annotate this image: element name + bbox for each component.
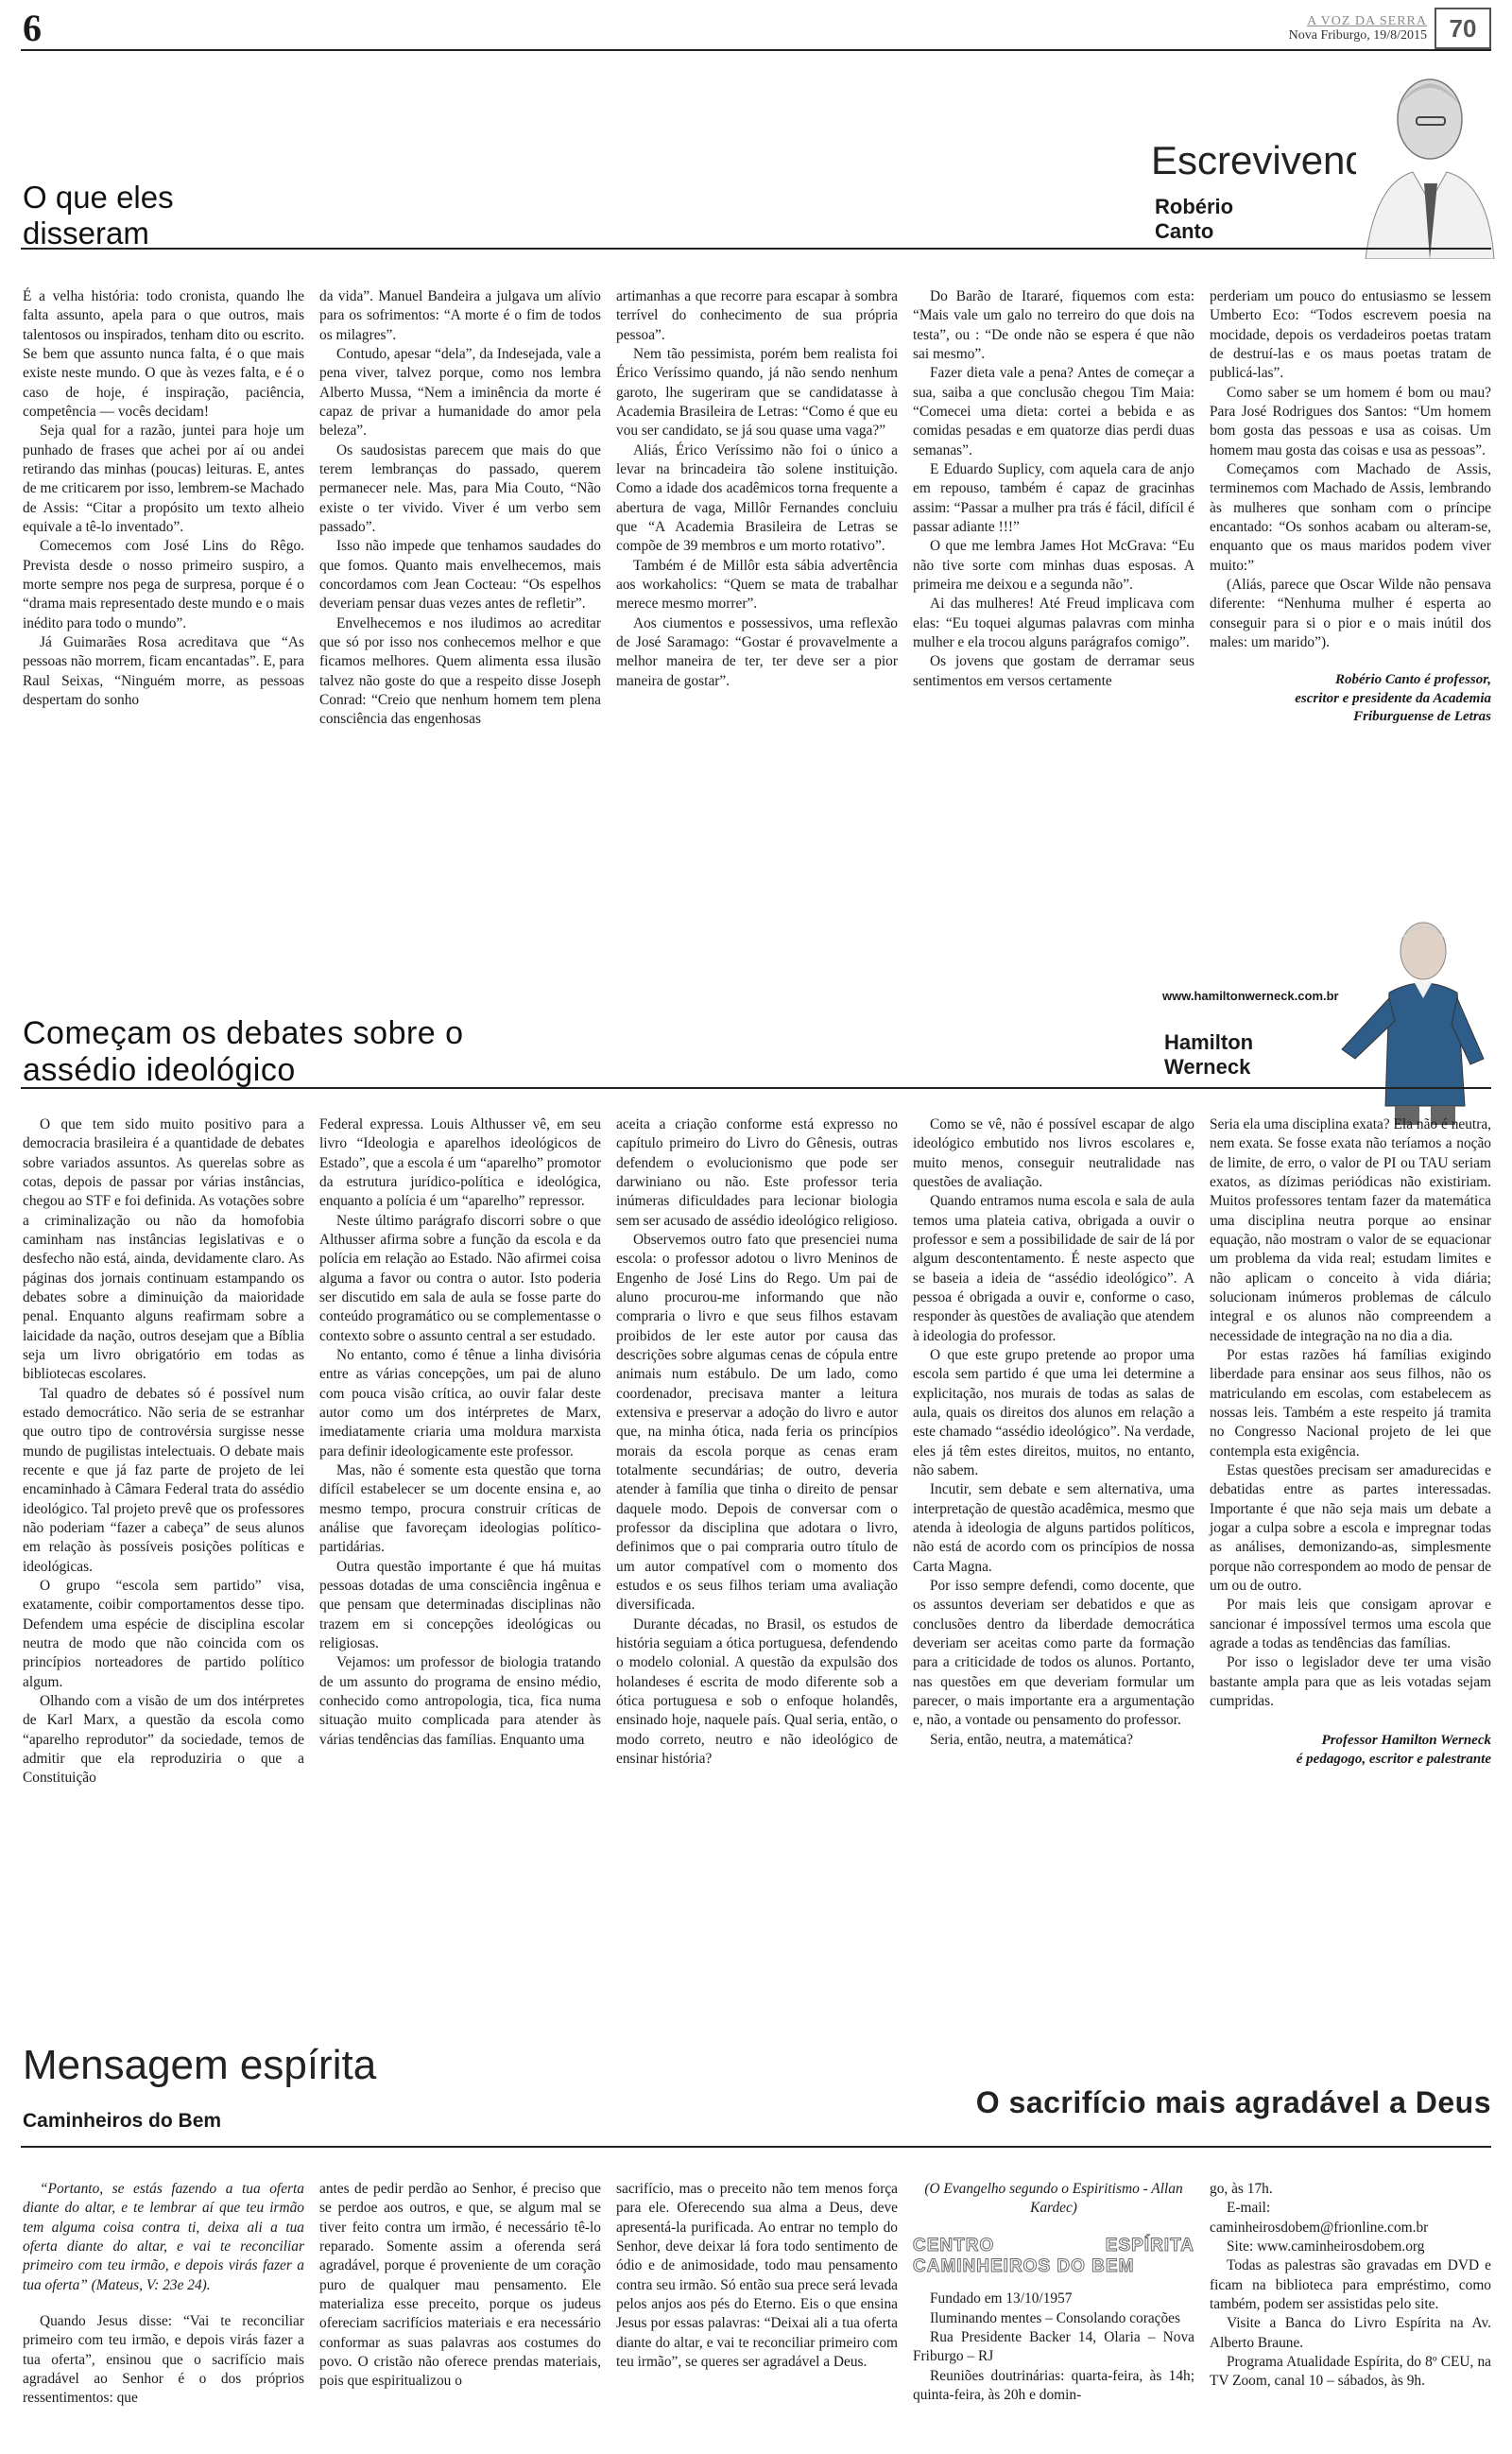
paragraph: Por mais leis que consigam aprovar e sancionar é impossível termos uma escola que agrade a todas as tendências das famílias. [1210,1597,1491,1651]
paragraph: Como se vê, não é possível escapar de algo ideológico embutido nos livros escolares e, muito menos, conseguir neutralidade nas questões de avaliação. [913,1116,1194,1190]
paragraph: O que tem sido muito positivo para a democracia brasileira é a quantidade de debates sobre variados assuntos. As querelas sobre as cotas, depois de passar por várias instâncias, chegou ao STF e foi definida. As votações sobre a criminalização ou não da homofobia caminham nas instâncias legislativas e o desfecho não está, ainda, devidamente claro. As páginas dos jornais continuam estampando os debates sobre a diminuição da maioridade penal. Enquanto alguns reafirmam sobre a laicidade da nação, outros desejam que a Bíblia seja um livro obrigatório em todas as bibliotecas escolares. [23,1116,304,1383]
paragraph: Durante décadas, no Brasil, os estudos de história seguiam a ótica portuguesa, defendendo o modelo colonial. A questão da expulsão dos holandeses é escrita de modo diferente sob a ótica portuguesa e sob o enfoque holandês, ensinado hoje, naquele país. Qual seria, então, o modo correto, neutro e não ideológico de ensinar história? [616,1616,898,1767]
paragraph: No entanto, como é tênue a linha divisória entre as várias concepções, um pai de aluno com pouca visão crítica, ao ouvir falar deste autor como um dos intérpretes de Marx, imediatamente criaria uma moldura marxista para definir ideologicamente este professor. [319,1346,601,1460]
paragraph: Ai das mulheres! Até Freud implicava com elas: “Eu toquei algumas palavras com minha mulher e ela trocou alguns parágrafos comigo”. [913,596,1194,650]
source-citation: (O Evangelho segundo o Espiritismo - Allan Kardec) [924,2181,1183,2217]
section2-column-4 [913,1115,1194,1750]
center-title: CENTRO ESPÍRITA CAMINHEIROS DO BEM [913,2235,1194,2277]
paragraph: Envelhecemos e nos iludimos ao acreditar que só por isso nos conhecemos melhor e que ficamos melhores. Quem alimenta essa ilusão talvez não goste do que a respeito disse Joseph Conrad: “Creio que nenhum homem tem plena consciência das engenhosas [319,614,601,728]
paragraph: Como saber se um homem é bom ou mau? Para José Rodrigues dos Santos: “Um homem bom gosta das pessoas e usa as coisas. Um homem mau gosta das coisas e usa as pessoas”. [1210,384,1491,458]
header-rule [21,49,1491,51]
info-line: Programa Atualidade Espírita, do 8º CEU, na TV Zoom, canal 10 – sábados, às 9h. [1210,2353,1491,2390]
section1-left-title: O que eles disseram [23,180,174,251]
paragraph: Por isso o legislador deve ter uma visão bastante ampla para que as leis votadas sejam cumpridas. [1210,1654,1491,1709]
info-line: Fundado em 13/10/1957 [930,2290,1073,2307]
paragraph: Seja qual for a razão, juntei para hoje um punhado de frases que achei por aí ou andei retirando das minhas (poucas) leituras. E, antes de me criticarem por isso, lembrem-se Machado de Assis: “Citar a propósito um texto alheio equivale a tê-lo inventado”. [23,423,304,535]
section2-column-3 [616,1115,898,1769]
info-line: Todas as palestras são gravadas em DVD e ficam na biblioteca para empréstimo, como também, podem ser assistidas pelo site. [1210,2257,1491,2312]
paragraph: Os jovens que gostam de derramar seus sentimentos em versos certamente [913,653,1194,689]
paragraph: aceita a criação conforme está expresso no capítulo primeiro do Livro do Gênesis, outras defendem o evolucionismo que pode ser darwiniano ou não. Este professor teria inúmeras dificuldades para lecionar biologia sem ser acusado de assédio ideológico religioso. [616,1116,898,1229]
section1-column-2 [319,287,601,730]
section3-subtitle: Caminheiros do Bem [23,2110,222,2132]
section1-column-4 [913,287,1194,691]
section2-column-5 [1210,1115,1491,1769]
anniversary-logo: 70 [1435,8,1491,49]
info-line: Visite a Banca do Livro Espírita na Av. Alberto Braune. [1210,2315,1491,2351]
section3-column-4 [913,2180,1194,2405]
paragraph: Por estas razões há famílias exigindo liberdade para ensinar aos seus filhos, não os matriculando em escolas, com estabelecem as nossas leis. Também a este respeito já tramita no Congresso Nacional projeto de lei que contempla esta exigência. [1210,1346,1491,1460]
paragraph: Quando entramos numa escola e sala de aula temos uma plateia cativa, obrigada a ouvir o professor e sem a possibilidade de sair de lá por algum descontentamento. É neste aspecto que se baseia a ideia de “assédio ideológico”. A pessoa é obrigada a ouvir e, conforme o caso, responder às questões de avaliação que atendem à ideologia do professor. [913,1193,1194,1344]
section1-column-5 [1210,287,1491,727]
paragraph: Tal quadro de debates só é possível num estado democrático. Não seria de se estranhar que outro tipo de controvérsia surgisse nesse mundo de pugilistas intelectuais. O debate mais recente e que já faz parte de projeto de lei encaminhado à Câmara Federal trata do assédio ideológico. Tal projeto prevê que os professores não poderiam “fazer a cabeça” de seus alunos em relação às possíveis posições políticas e ideológicas. [23,1385,304,1575]
date-line: Nova Friburgo, 19/8/2015 [1288,28,1427,43]
section3-column-2 [319,2180,601,2392]
paragraph: Também é de Millôr esta sábia advertência aos workaholics: “Quem se mata de trabalhar merece mesmo morrer”. [616,557,898,613]
paragraph: Federal expressa. Louis Althusser vê, em seu livro “Ideologia e aparelhos ideológicos de Estado”, que a escola é um “aparelho” promotor da estrutura jurídico-política e ideológica, enquanto a polícia é um “aparelho” repressor. [319,1116,601,1210]
paragraph: Quando Jesus disse: “Vai te reconciliar primeiro com teu irmão, e depois virás fazer a tua oferta”, ensinou que o sacrifício mais agradável ao Senhor é o dos próprios ressentimentos: que [23,2312,304,2407]
author-signature: Professor Hamilton Werneck é pedagogo, escritor e palestrante [1296,1733,1491,1767]
author-website[interactable]: www.hamiltonwerneck.com.br [1162,989,1339,1003]
paragraph: Fazer dieta vale a pena? Antes de começar a sua, saiba a que conclusão chegou Tim Maia: “Comecei uma dieta: cortei a bebida e as comidas pesadas e em quatorze dias perdi duas semanas”. [913,365,1194,458]
paragraph: É a velha história: todo cronista, quando lhe falta assunto, apela para o que outros, mais talentosos ou inspirados, tenham dito ou escrito. Se bem que assunto nunca falta, é o que mais existe neste mundo. O que às vezes falta, e é o caso de hoje, é inspiração, paciência, competência — vocês decidam! [23,288,304,420]
paragraph: Aos ciumentos e possessivos, uma reflexão de José Saramago: “Gostar é provavelmente a melhor maneira de ter, ter deve ser a pior maneira de gostar”. [616,614,898,689]
paragraph: da vida”. Manuel Bandeira a julgava um alívio para os sofrimentos: “A morte é o fim de todos os milagres”. [319,288,601,343]
author-photo-roberio [1356,60,1498,259]
paragraph: Por isso sempre defendi, como docente, que os assuntos deveriam ser debatidos e que as conclusões dentro da liberdade democrática deveriam ser aceitas como parte da formação para a criticidade de todos os alunos. Portanto, nas questões em que deveriam formular um parecer, o mais importante era a argumentação e, não, a vontade ou pensamento do professor. [913,1577,1194,1729]
paragraph: Outra questão importante é que há muitas pessoas dotadas de uma consciência ingênua e que pensam que determinadas disciplinas não trazem em si concepções ideológicas ou religiosas. [319,1558,601,1651]
paragraph: Vejamos: um professor de biologia tratando de um assunto do programa de ensino médio, conhecido como antropologia, tica, fica numa situação muito complicada para atender às várias tendências das famílias. Enquanto uma [319,1654,601,1748]
paragraph: (Aliás, parece que Oscar Wilde não pensava diferente: “Nenhuma mulher é esperta ao conseguir para si o pior e o mais inútil dos males: um marido”). [1210,576,1491,650]
paragraph: Isso não impede que tenhamos saudades do que fomos. Quanto mais envelhecemos, mais concordamos com Jean Cocteau: “Os espelhos deveriam pensar duas vezes antes de refletir”. [319,538,601,613]
newspaper-name: A VOZ DA SERRA [1307,13,1427,28]
site-line[interactable]: Site: www.caminheirosdobem.org [1227,2238,1425,2255]
paragraph: perderiam um pouco do entusiasmo se lessem Umberto Eco: “Todos escrevem poesia na mocidade, depois os verdadeiros poetas tratam de destruí-las e os maus poetas tratam de publicá-las”. [1210,288,1491,382]
paragraph: Os saudosistas parecem que mais do que terem lembranças do passado, querem permanecer nele. Mas, para Mia Couto, “Não existe o ter vivido. Viver é um verbo sem passado”. [319,441,601,535]
paragraph: Incutir, sem debate e sem alternativa, uma interpretação de questão acadêmica, mesmo que atenda à ideologia de alguns partidos políticos, não está de acordo com os princípios de nossa Carta Magna. [913,1481,1194,1575]
info-line: Rua Presidente Backer 14, Olaria – Nova Friburgo – RJ [913,2328,1194,2365]
section2-author-name: Hamilton Werneck [1164,1030,1254,1080]
info-line: go, às 17h. [1210,2181,1273,2197]
paragraph: sacrifício, mas o preceito não tem menos força para ele. Oferecendo sua alma a Deus, deve apresentá-la purificada. Ao entrar no templo do Senhor, deve deixar lá fora todo sentimento de ódio e de animosidade, todo mau pensamento contra seu irmão. Só então sua prece será levada pelos anjos aos pés do Eterno. Eis o que ensina Jesus por essas palavras: “Deixai ali a tua oferta diante do altar, e vai te reconciliar primeiro com teu irmão”, se queres ser agradável a Deus. [616,2181,898,2370]
section3-column-3 [616,2180,898,2372]
column-title: Escrevivendo [1151,138,1390,182]
paragraph: Seria ela uma disciplina exata? Ela não é neutra, nem exata. Se fosse exata não teríamos a noção de limite, de erro, o valor de PI ou TAU seriam exatos, as dízimas periódicas não existiriam. Muitos professores tentam fazer da matemática uma disciplina neutra porque ao ensinar equação, não mostram o valor de se equacionar um problema da vida real; estudam limites e não aplicam o conceito à vida diária; solucionam inúmeros problemas de cálculo integral e os alunos não compreendem a necessidade de integração na no dia a dia. [1210,1116,1491,1344]
info-line: Reuniões doutrinárias: quarta-feira, às 14h; quinta-feira, às 20h e domin- [913,2367,1194,2403]
paragraph: Comecemos com José Lins do Rêgo. Prevista desde o nosso primeiro suspiro, a morte sempre nos pega de surpresa, porque é o “drama mais representado deste mundo e o mais inédito para todo o mundo”. [23,538,304,631]
paragraph: O grupo “escola sem partido” visa, exatamente, coibir comportamentos desse tipo. Defendem uma espécie de disciplina escolar neutra de modo que não coincida com os princípios norteadores de partido político algum. [23,1577,304,1690]
info-line: Iluminando mentes – Consolando corações [930,2309,1180,2326]
paragraph: Estas questões precisam ser amadurecidas e debatidas entre as partes interessadas. Importante é que não seja mais um debate a jogar a culpa sobre a escola e impregnar todas as análises, demonizando-as, simplesmente porque não correspondem ao modo de pensar de um ou de outro. [1210,1461,1491,1594]
email-line[interactable]: E-mail: caminheirosdobem@frionline.com.br [1210,2200,1429,2236]
paragraph: Contudo, apesar “dela”, da Indesejada, vale a pena viver, talvez porque, como nos lembra Alberto Mussa, “Nem a iminência da morte é capaz de privar a humanidade do amor pela beleza”. [319,345,601,440]
section3-column-1 [23,2180,304,2409]
masthead [1289,8,1491,49]
paragraph: antes de pedir perdão ao Senhor, é preciso que se perdoe aos outros, e que, se algum mal se tiver feito contra um irmão, é necessário tê-lo reparado. Somente assim a oferenda será agradável, porque é proveniente de um coração puro de qualquer mau pensamento. Ele materializa esse preceito, porque os judeus ofereciam sacrifícios materiais e era necessário conformar as suas palavras aos costumes do povo. O cristão não oferece prendas materiais, pois que espiritualizou o [319,2181,601,2390]
paragraph: artimanhas a que recorre para escapar à sombra terrível do conhecimento de sua própria pessoa”. [616,288,898,343]
section2-rule [21,1087,1491,1089]
author-photo-hamilton [1332,907,1499,1125]
section2-title: Começam os debates sobre o assédio ideológico [23,1015,464,1089]
paragraph: Aliás, Érico Veríssimo não foi o único a levar na brincadeira tão solene instituição. Como a idade dos acadêmicos torna frequente a abertura de vaga, Millôr Fernandes concluiu que “A Academia Brasileira de Letras se compõe de 39 membros e um morto rotativo”. [616,441,898,555]
section3-left-title: Mensagem espírita [23,2042,377,2088]
section1-column-1 [23,287,304,710]
section2-column-1 [23,1115,304,1788]
author-signature: Robério Canto é professor, escritor e presidente da Academia Friburguense de Letras [1295,672,1491,725]
paragraph: Nem tão pessimista, porém bem realista foi Érico Veríssimo quando, já não sendo nenhum garoto, lhe sugeriram que se candidatasse à Academia Brasileira de Letras: “Como é que eu vou ser candidato, se já sou quase uma vaga?” [616,345,898,440]
section1-author-name: Robério Canto [1155,195,1234,244]
paragraph: O que este grupo pretende ao propor uma escola sem partido é que uma lei determine a explicitação, nos murais de todas as salas de aula, quais os direitos dos alunos em relação a este chamado “assédio ideológico”. Na verdade, eles já têm estes direitos, muitos, no entanto, não sabem. [913,1346,1194,1478]
section1-column-3 [616,287,898,691]
bible-quote: “Portanto, se estás fazendo a tua oferta diante do altar, e te lembrar aí que teu irmão tem alguma coisa contra ti, deixa ali a tua oferta diante do altar, e vai te reconciliar primeiro com teu irmão, e depois virás fazer a tua oferta” (Mateus, V: 23e 24). [23,2181,304,2293]
paragraph: Do Barão de Itararé, fiquemos com esta: “Mais vale um galo no terreiro do que dois na testa”, ou : “De onde não se espera é que não sai mesmo”. [913,288,1194,362]
paragraph: Observemos outro fato que presenciei numa escola: o professor adotou o livro Meninos de Engenho de José Lins do Rego. Um pai de aluno procurou-me informando que não compraria o livro e que seus filhos estavam proibidos de ler este autor por causa das descrições sobre algumas cenas de cópula entre animais num estábulo. De um lado, como coordenador, precisava manter a leitura extensiva e preservar a adoção do livro e autor que, na minha ótica, nada feria os princípios morais da escola porque as cenas eram totalmente secundárias; de outro, deveria atender à família que tinha o direito de pensar daquele modo. Depois de conversar com o professor da disciplina que adotara o livro, definimos que o pai compraria outro título de um autor compatível com o momento dos estudos e os seus filhos teriam uma avaliação diversificada. [616,1231,898,1614]
paragraph: Neste último parágrafo discorri sobre o que Althusser afirma sobre a função da escola e da polícia em relação ao Estado. Não afirmei coisa alguma a favor ou contra o autor. Isto poderia ser discutido em sala de aula se fosse parte do conteúdo programático ou se complementasse o contexto sobre o assunto central a ser estudado. [319,1212,601,1344]
paragraph: E Eduardo Suplicy, com aquela cara de anjo em repouso, também é capaz de gracinhas assim: “Passar a mulher pra trás é fácil, difícil é passar adiante !!!” [913,460,1194,535]
paragraph: Mas, não é somente esta questão que torna difícil estabelecer se um docente ensina e, ao mesmo tempo, procura construir críticas de análise que favoreçam ideologias político-partidárias. [319,1461,601,1556]
paragraph: Começamos com Machado de Assis, terminemos com Machado de Assis, lembrando às mulheres que sonham com o príncipe encantado: “Os sonhos acabam ou alteram-se, enquanto que os maus maridos podem viver muito:” [1210,460,1491,574]
paragraph: Seria, então, neutra, a matemática? [930,1731,1133,1748]
section3-rule [21,2146,1491,2148]
paragraph: O que me lembra James Hot McGrava: “Eu não tive sorte com minhas duas esposas. A primeira me deixou e a segunda não”. [913,538,1194,593]
page-number: 6 [23,7,42,49]
section2-column-2 [319,1115,601,1750]
section3-right-title: O sacrifício mais agradável a Deus [975,2085,1491,2119]
paragraph: Olhando com a visão de um dos intérpretes de Karl Marx, a questão da escola como “aparelho reprodutor” da sociedade, temos de admitir que ela reproduziria o que a Constituição [23,1692,304,1787]
section3-column-5 [1210,2180,1491,2392]
paragraph: Já Guimarães Rosa acreditava que “As pessoas não morrem, ficam encantadas”. E, para Raul Seixas, “Ninguém morre, as pessoas despertam do sonho [23,633,304,708]
section1-rule [21,248,1491,250]
